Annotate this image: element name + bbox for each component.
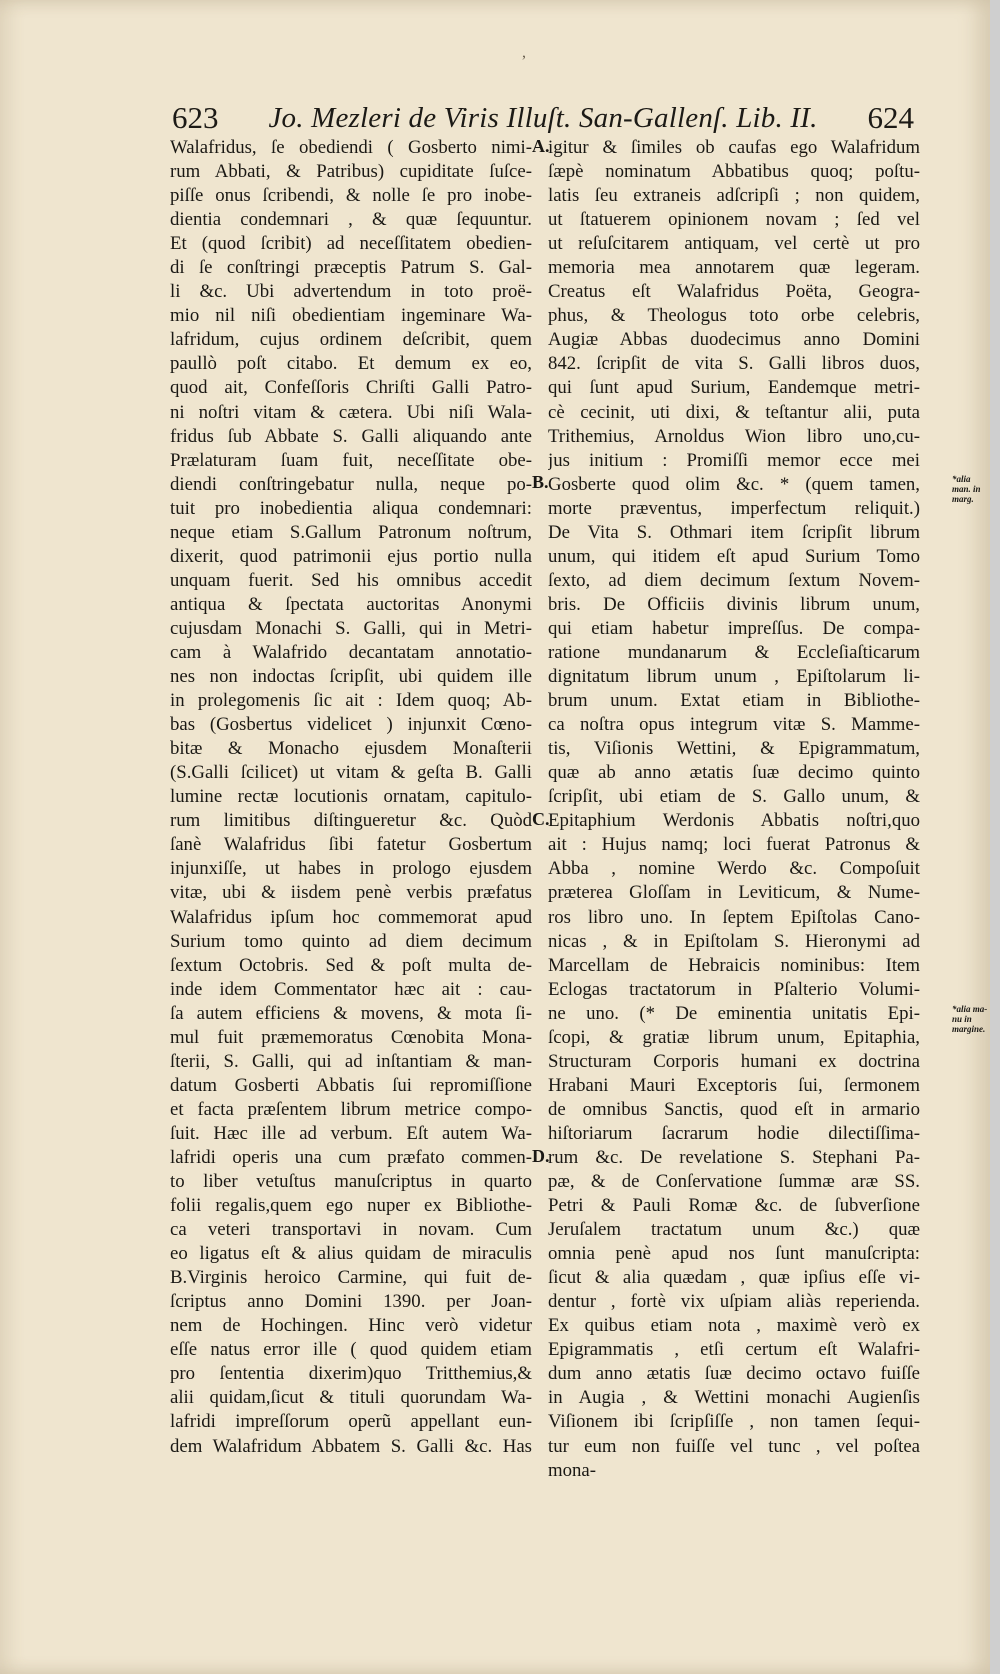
stray-mark: ,: [522, 44, 526, 61]
left-column-line: pro ſententia dixerim)quo Tritthemius,&: [170, 1363, 532, 1385]
left-column-line: dixerit, quod patrimonii ejus portio nulla: [170, 545, 532, 567]
right-column-line: hiſtoriarum ſacrarum hodie dilectiſſima-: [548, 1122, 920, 1144]
left-column-line: datum Gosberti Abbatis ſui repromiſſione: [170, 1074, 532, 1096]
left-column-line: ſcriptus anno Domini 1390. per Joan-: [170, 1291, 532, 1313]
left-column-line: lafridum, cujus ordinem deſcribit, quem: [170, 329, 532, 351]
left-column-line: dem Walafridum Abbatem S. Galli &c. Has: [170, 1435, 532, 1457]
right-column-line: mona-: [548, 1459, 596, 1481]
right-column-line: igitur & ſimiles ob caufas ego Walafridum: [548, 137, 920, 158]
right-column-line: ſæpè nominatum Abbatibus quoq; poſtu-: [548, 161, 920, 183]
right-column-line: pæ, & de Conſervatione ſummæ aræ SS.: [548, 1171, 920, 1193]
left-column-line: mul fuit præmemoratus Cœnobita Mona-: [170, 1026, 532, 1048]
left-column-line: in prolegomenis ſic ait : Idem quoq; Ab-: [170, 690, 532, 712]
right-column-line: Trithemius, Arnoldus Wion libro uno,cu-: [548, 425, 920, 447]
right-column-line: ne uno. (* De eminentia unitatis Epi-: [548, 1002, 920, 1024]
right-column-line: Augiæ Abbas duodecimus anno Domini: [548, 329, 920, 351]
right-column-line: cè cecinit, uti dixi, & teſtantur alii, puta: [548, 401, 920, 423]
left-column-line: inde idem Commentator hæc ait : cau-: [170, 978, 532, 1000]
right-column-line: Epitaphium Werdonis Abbatis noſtri,quo: [548, 810, 920, 832]
right-column-line: ait : Hujus namq; loci fuerat Patronus &: [548, 834, 920, 856]
left-column-line: eſſe natus error ille ( quod quidem etiam: [170, 1339, 532, 1361]
left-column-line: ſuit. Hæc ille ad verbum. Eſt autem Wa-: [170, 1122, 532, 1144]
right-column-line: brum unum. Extat etiam in Bibliothe-: [548, 690, 920, 712]
left-column-line: cam à Walafrido decantatam annotatio-: [170, 641, 532, 663]
left-column-line: lafridi impreſſorum operũ appellant eun-: [170, 1411, 532, 1433]
left-column-line: nes non indoctas ſcripſit, ubi quidem ille: [170, 666, 532, 688]
left-column-line: quod ait, Confeſſoris Chriſti Galli Patro-: [170, 377, 532, 399]
left-column-line: di ſe conſtringi præceptis Patrum S. Gal-: [170, 257, 532, 279]
left-column-line: ſa autem efficiens & movens, & mota ſi-: [170, 1002, 532, 1024]
left-column-line: ca veteri transportavi in novam. Cum: [170, 1219, 532, 1241]
margin-note-1: *alia man. in marg.: [952, 474, 981, 504]
section-marker-a: A.: [532, 136, 550, 156]
right-column-line: ſcopi, & gratiæ librum unum, Epitaphia,: [548, 1026, 920, 1048]
right-column-line: jus initium : Promiſſi memor ecce mei: [548, 449, 920, 471]
left-column-line: bas (Gosbertus videlicet ) injunxit Cœno-: [170, 714, 532, 736]
left-column-line: paullò poſt citabo. Et demum ex eo,: [170, 353, 532, 375]
right-column-line: phus, & Theologus toto orbe celebris,: [548, 305, 920, 327]
left-column-line: Prælaturam ſuam fuit, neceſſitate obe-: [170, 449, 532, 471]
section-marker-b: B.: [532, 472, 549, 492]
left-column-line: Walafridus ipſum hoc commemorat apud: [170, 906, 532, 928]
right-column-line: Creatus eſt Walafridus Poëta, Geogra-: [548, 281, 920, 303]
right-column-line: in Augia , & Wettini monachi Augienſis: [548, 1387, 920, 1409]
right-column-line: latis ſeu extraneis adſcripſi ; non quidem,: [548, 185, 920, 207]
left-column-line: lafridi operis una cum præfato commen-: [170, 1146, 532, 1168]
left-column-line: ſanè Walafridus ſibi fatetur Gosbertum: [170, 834, 532, 856]
right-column-line: Hrabani Mauri Exceptoris ſui, ſermonem: [548, 1074, 920, 1096]
page-number-left: 623: [172, 100, 219, 135]
right-column-line: De Vita S. Othmari item ſcripſit librum: [548, 521, 920, 543]
left-column-line: to liber vetuſtus manuſcriptus in quarto: [170, 1171, 532, 1193]
right-column-line: morte præventus, imperfectum reliquit.): [548, 497, 920, 519]
right-column-line: dignitatum librum unum , Epiſtolarum li-: [548, 666, 920, 688]
left-column-line: lumine rectæ locutionis ornatam, capitulo-: [170, 786, 532, 808]
left-column-line: Walafridus, ſe obediendi ( Gosberto nimi-: [170, 137, 532, 158]
right-column-line: Epigrammatis , etſi certum eſt Walafri-: [548, 1339, 920, 1361]
right-column-line: ſcripſit, ubi etiam de S. Gallo unum, &: [548, 786, 920, 808]
right-column-line: ratione mundanarum & Eccleſiaſticarum: [548, 641, 920, 663]
right-column-line: ſicut & alia quædam , quæ ipſius eſſe vi-: [548, 1267, 920, 1289]
left-column-line: B.Virginis heroico Carmine, qui fuit de-: [170, 1267, 532, 1289]
right-column-line: qui etiam habetur impreſſus. De compa-: [548, 617, 920, 639]
right-column-line: Gosberte quod olim &c. * (quem tamen,: [548, 473, 920, 495]
right-column-line: Marcellam de Hebraicis nominibus: Item: [548, 954, 920, 976]
right-column-line: tur eum non fuiſſe vel tunc , vel poſtea: [548, 1435, 920, 1457]
right-column-line: Petri & Pauli Romæ &c. de ſubverſione: [548, 1195, 920, 1217]
left-column-line: eo ligatus eſt & alius quidam de miraculis: [170, 1243, 532, 1265]
left-column-line: bitæ & Monacho ejusdem Monaſterii: [170, 738, 532, 760]
running-title: Jo. Mezleri de Viris Illuſt. San-Gallenſ. Lib. II.: [268, 102, 818, 134]
right-column-line: rum &c. De revelatione S. Stephani Pa-: [548, 1146, 920, 1168]
left-column-line: rum Abbati, & Patribus) cupiditate ſuſce-: [170, 161, 532, 183]
right-column-line: Eclogas tractatorum in Pſalterio Volumi-: [548, 978, 920, 1000]
right-column-line: Ex quibus etiam nota , maximè verò ex: [548, 1315, 920, 1337]
right-column-line: Viſionem ibi ſcripſiſſe , non tamen ſequi-: [548, 1411, 920, 1433]
left-column-line: injunxiſſe, ut habes in prologo ejusdem: [170, 858, 532, 880]
right-column-line: omnia penè apud nos ſunt manuſcripta:: [548, 1243, 920, 1265]
right-column-line: præterea Gloſſam in Leviticum, & Nume-: [548, 882, 920, 904]
margin-note-2: *alia ma- nu in margine.: [952, 1004, 988, 1034]
right-column-line: ſexto, ad diem decimum ſextum Novem-: [548, 569, 920, 591]
left-column-line: tuit pro inobedientia aliqua condemnari:: [170, 497, 532, 519]
left-column-line: diendi conſtringebatur nulla, neque po-: [170, 473, 532, 495]
right-column-line: quæ ab anno ætatis ſuæ decimo quinto: [548, 762, 920, 784]
right-column-line: ros libro uno. In ſeptem Epiſtolas Cano-: [548, 906, 920, 928]
right-column-line: Jeruſalem tractatum unum &c.) quæ: [548, 1219, 920, 1241]
right-column-line: dum anno ætatis ſuæ decimo octavo fuiſſe: [548, 1363, 920, 1385]
page-header: [172, 100, 914, 140]
left-column-line: folii regalis,quem ego nuper ex Bibliothe-: [170, 1195, 532, 1217]
left-column-line: fridus ſub Abbate S. Galli aliquando ante: [170, 425, 532, 447]
right-text-column: [548, 136, 920, 1483]
section-marker-c: C.: [532, 809, 550, 829]
right-column-line: bris. De Officiis divinis librum unum,: [548, 593, 920, 615]
left-text-column: [170, 136, 532, 1459]
right-column-line: ut reſuſcitarem antiquam, vel certè ut pro: [548, 233, 920, 255]
left-column-line: et facta præſentem librum metrice compo-: [170, 1098, 532, 1120]
left-column-line: dientia condemnari , & quæ ſequuntur.: [170, 209, 532, 231]
right-column-line: dentur , fortè vix uſpiam aliàs reperienda.: [548, 1291, 920, 1313]
page-number-right: 624: [867, 100, 914, 135]
left-column-line: unquam fuerit. Sed his omnibus accedit: [170, 569, 532, 591]
right-column-line: tis, Viſionis Wettini, & Epigrammatum,: [548, 738, 920, 760]
right-column-line: de omnibus Sanctis, quod eſt in armario: [548, 1098, 920, 1120]
left-column-line: ni noſtri vitam & cætera. Ubi niſi Wala-: [170, 401, 532, 423]
right-column-line: memoria mea annotarem quæ legeram.: [548, 257, 920, 279]
left-column-line: cujusdam Monachi S. Galli, qui in Metri-: [170, 617, 532, 639]
right-column-line: 842. ſcripſit de vita S. Galli libros duos,: [548, 353, 920, 375]
right-column-line: Structuram Corporis humani ex doctrina: [548, 1050, 920, 1072]
left-column-line: Et (quod ſcribit) ad neceſſitatem obedien-: [170, 233, 532, 255]
left-column-line: antiqua & ſpectata auctoritas Anonymi: [170, 593, 532, 615]
left-column-line: (S.Galli ſcilicet) ut vitam & geſta B. Galli: [170, 762, 532, 784]
right-column-line: ca noſtra opus integrum vitæ S. Mamme-: [548, 714, 920, 736]
left-column-line: neque etiam S.Gallum Patronum noſtrum,: [170, 521, 532, 543]
right-column-line: ut ſtatuerem opinionem novam ; ſed vel: [548, 209, 920, 231]
left-column-line: vitæ, ubi & iisdem penè verbis præfatus: [170, 882, 532, 904]
left-column-line: Surium tomo quinto ad diem decimum: [170, 930, 532, 952]
left-column-line: rum limitibus diſtingueretur &c. Quòd: [170, 810, 532, 832]
section-marker-d: D.: [532, 1146, 550, 1166]
right-column-line: nicas , & in Epiſtolam S. Hieronymi ad: [548, 930, 920, 952]
left-column-line: ſextum Octobris. Sed & poſt multa de-: [170, 954, 532, 976]
left-column-line: nem de Hochingen. Hinc verò videtur: [170, 1315, 532, 1337]
left-column-line: mio nil niſi obedientiam ingeminare Wa-: [170, 305, 532, 327]
right-column-line: Abba , nomine Werdo &c. Compoſuit: [548, 858, 920, 880]
right-column-line: qui ſunt apud Surium, Eandemque metri-: [548, 377, 920, 399]
left-column-line: ſterii, S. Galli, qui ad inſtantiam & man-: [170, 1050, 532, 1072]
right-column-line: unum, qui itidem eſt apud Surium Tomo: [548, 545, 920, 567]
left-column-line: piſſe onus ſcribendi, & nolle ſe pro inobe-: [170, 185, 532, 207]
left-column-line: alii quidam,ſicut & tituli quorundam Wa-: [170, 1387, 532, 1409]
left-column-line: li &c. Ubi advertendum in toto proë-: [170, 281, 532, 303]
